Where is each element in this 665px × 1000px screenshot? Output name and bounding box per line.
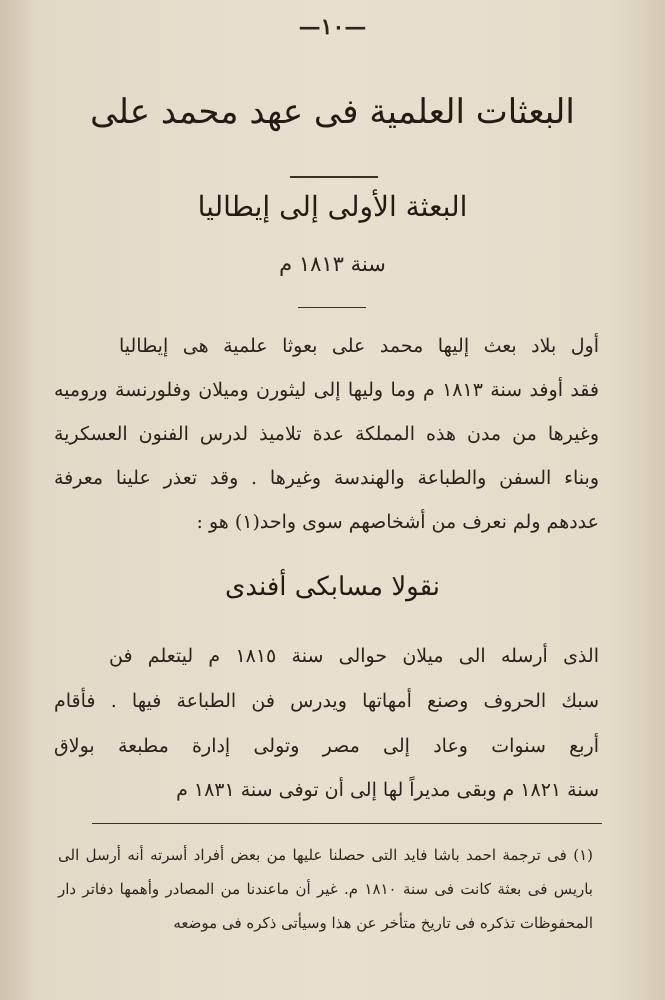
footnote-divider [92, 823, 602, 824]
footnote-line: باريس فى بعثة كانت فى سنة ١٨١٠ م. غير أن ماعندنا من المصادر وأهمها دفاتر دار [58, 880, 593, 898]
section-year: سنة ١٨١٣ م [279, 252, 386, 276]
paragraph-line: أول بلاد بعث إليها محمد على بعوثا علمية هى إيطاليا [119, 335, 599, 357]
paragraph-line: سبك الحروف وصنع أمهاتها ويدرس فن الطباعة فيها . فأقام [54, 690, 599, 712]
paragraph-line: أربع سنوات وعاد إلى مصر وتولى إدارة مطبعة بولاق [54, 735, 599, 757]
paragraph-line: عددهم ولم نعرف من أشخاصهم سوى واحد(١) هو : [196, 511, 599, 533]
paragraph-line: وبناء السفن والطباعة والهندسة وغيرها . وقد تعذر علينا معرفة [54, 467, 599, 489]
footnote-line: المحفوظات تذكره فى تاريخ متأخر عن هذا وسيأتى ذكره فى موضعه [173, 914, 593, 932]
section-title: البعثة الأولى إلى إيطاليا [197, 190, 468, 223]
page-number: —١٠— [298, 14, 367, 40]
paragraph-line: وغيرها من مدن هذه المملكة عدة تلاميذ لدرس الفنون العسكرية [54, 423, 599, 445]
paragraph-line: الذى أرسله الى ميلان حوالى سنة ١٨١٥ م ليتعلم فن [109, 645, 599, 667]
paragraph-line: سنة ١٨٢١ م وبقى مديراً لها إلى أن توفى سنة ١٨٣١ م [176, 779, 599, 801]
paragraph-line: فقد أوفد سنة ١٨١٣ م وما وليها إلى ليثورن وميلان وفلورنسة وروميه [54, 379, 599, 401]
year-divider [298, 307, 366, 308]
chapter-title: البعثات العلمية فى عهد محمد على [90, 92, 575, 132]
footnote-line: (١) فى ترجمة احمد باشا فايد التى حصلنا عليها من بعض أفراد أسرته أنه أرسل الى [58, 846, 593, 864]
person-heading: نقولا مسابكى أفندى [225, 572, 440, 602]
title-divider [290, 176, 378, 178]
